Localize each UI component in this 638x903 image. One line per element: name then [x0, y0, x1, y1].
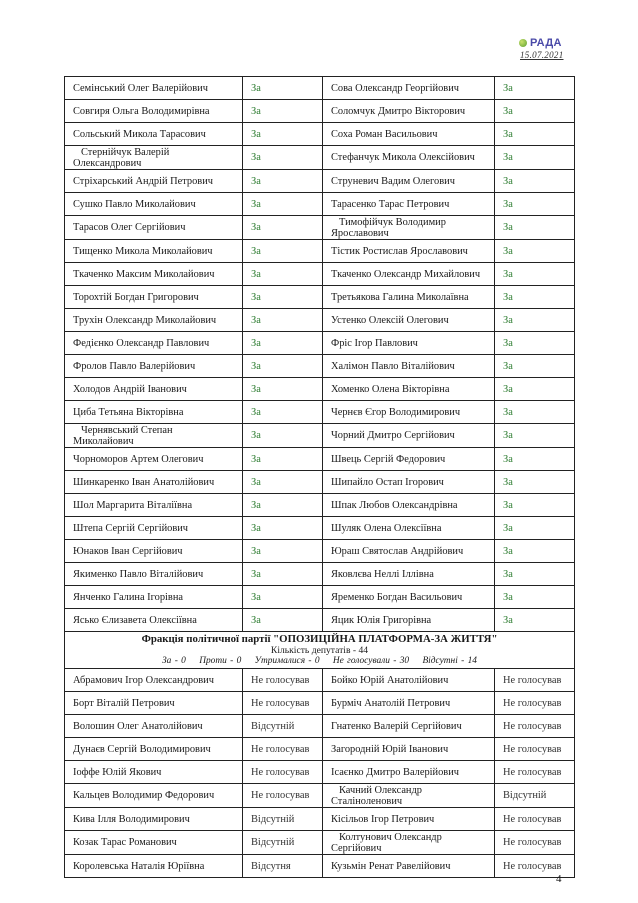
- deputy-name-line1: Чернявський Степан: [81, 424, 173, 436]
- vote-result: За: [495, 123, 575, 146]
- deputy-name: Янченко Галина Ігорівна: [65, 586, 243, 609]
- vote-result: За: [243, 586, 323, 609]
- vote-result: За: [495, 448, 575, 471]
- table-row: [65, 193, 575, 216]
- deputy-name: Федієнко Олександр Павлович: [65, 332, 243, 355]
- deputy-name-line2: Миколайович: [73, 435, 134, 447]
- vote-result: За: [495, 563, 575, 586]
- table-row: [65, 401, 575, 424]
- deputy-name: Яковлєва Неллі Іллівна: [323, 563, 495, 586]
- vote-result: Не голосував: [495, 669, 575, 692]
- deputy-name: Кузьмін Ренат Равелійович: [323, 855, 495, 878]
- votes-table-top: [65, 77, 575, 632]
- deputy-name: Струневич Вадим Олегович: [323, 170, 495, 193]
- faction-header-row: [65, 632, 575, 669]
- vote-result: Не голосував: [495, 831, 575, 855]
- vote-result: За: [243, 77, 323, 100]
- table-row: [65, 761, 575, 784]
- deputy-name: Гнатенко Валерій Сергійович: [323, 715, 495, 738]
- vote-result: Не голосував: [495, 808, 575, 831]
- votes-table: [64, 76, 575, 878]
- table-row: [65, 263, 575, 286]
- table-row: [65, 146, 575, 170]
- deputy-name: Шинкаренко Іван Анатолійович: [65, 471, 243, 494]
- deputy-name: Бойко Юрій Анатолійович: [323, 669, 495, 692]
- deputy-name: Устенко Олексій Олегович: [323, 309, 495, 332]
- vote-result: Відсутній: [243, 808, 323, 831]
- deputy-name: Загородній Юрій Іванович: [323, 738, 495, 761]
- votes-table-bottom: [65, 669, 575, 878]
- deputy-name: Ткаченко Максим Миколайович: [65, 263, 243, 286]
- table-row: [65, 540, 575, 563]
- vote-result: За: [243, 540, 323, 563]
- table-row: [65, 471, 575, 494]
- rada-logo: [519, 37, 562, 49]
- faction-title: Фракція політичної партії "ОПОЗИЦІЙНА ПЛАТФОРМА-ЗА ЖИТТЯ": [141, 633, 498, 645]
- table-row: [65, 855, 575, 878]
- deputy-name: Бурміч Анатолій Петрович: [323, 692, 495, 715]
- deputy-name: Борт Віталій Петрович: [65, 692, 243, 715]
- vote-result: За: [495, 378, 575, 401]
- vote-result: За: [495, 309, 575, 332]
- deputy-name: Шпак Любов Олександрівна: [323, 494, 495, 517]
- vote-result: За: [243, 563, 323, 586]
- table-row: [65, 378, 575, 401]
- vote-result: Не голосував: [243, 784, 323, 808]
- deputy-name: Стріхарський Андрій Петрович: [65, 170, 243, 193]
- deputy-name: [323, 784, 495, 808]
- vote-result: За: [495, 540, 575, 563]
- deputy-name: Сушко Павло Миколайович: [65, 193, 243, 216]
- faction-header: [65, 632, 575, 669]
- deputy-name: Семінський Олег Валерійович: [65, 77, 243, 100]
- vote-result: За: [243, 448, 323, 471]
- vote-result: За: [495, 216, 575, 240]
- stat-against: Проти - 0: [199, 656, 242, 666]
- vote-result: За: [495, 609, 575, 632]
- deputy-name: Ісаєнко Дмитро Валерійович: [323, 761, 495, 784]
- table-row: [65, 216, 575, 240]
- deputy-name: Циба Тетьяна Вікторівна: [65, 401, 243, 424]
- deputy-name: Юраш Святослав Андрійович: [323, 540, 495, 563]
- deputy-name: Хоменко Олена Вікторівна: [323, 378, 495, 401]
- deputy-name: Тістик Ростислав Ярославович: [323, 240, 495, 263]
- vote-result: За: [495, 424, 575, 448]
- vote-result: За: [243, 309, 323, 332]
- deputy-name: [65, 424, 243, 448]
- table-row: [65, 448, 575, 471]
- vote-result: За: [495, 170, 575, 193]
- logo-dot-icon: [519, 39, 527, 47]
- vote-result: За: [243, 123, 323, 146]
- table-row: [65, 332, 575, 355]
- deputy-name: Чорний Дмитро Сергійович: [323, 424, 495, 448]
- vote-result: За: [243, 193, 323, 216]
- vote-result: Відсутній: [495, 784, 575, 808]
- faction-deputy-count: Кількість депутатів - 44: [270, 645, 369, 656]
- table-row: [65, 784, 575, 808]
- vote-result: За: [495, 586, 575, 609]
- table-row: [65, 424, 575, 448]
- deputy-name-line2: Сталіноленович: [331, 795, 403, 807]
- deputy-name: Стефанчук Микола Олексійович: [323, 146, 495, 170]
- deputy-name: Сова Олександр Георгійович: [323, 77, 495, 100]
- deputy-name: Ясько Єлизавета Олексіївна: [65, 609, 243, 632]
- deputy-name: Швець Сергій Федорович: [323, 448, 495, 471]
- deputy-name: [323, 831, 495, 855]
- table-row: [65, 77, 575, 100]
- table-row: [65, 286, 575, 309]
- faction-stats: [65, 656, 574, 667]
- table-row: [65, 355, 575, 378]
- table-row: [65, 692, 575, 715]
- vote-result: За: [243, 378, 323, 401]
- vote-result: Не голосував: [495, 715, 575, 738]
- vote-result: За: [243, 240, 323, 263]
- table-row: [65, 609, 575, 632]
- deputy-name: Якименко Павло Віталійович: [65, 563, 243, 586]
- deputy-name: Тарасенко Тарас Петрович: [323, 193, 495, 216]
- deputy-name: Іоффе Юлій Якович: [65, 761, 243, 784]
- vote-result: Не голосував: [495, 738, 575, 761]
- vote-result: За: [243, 424, 323, 448]
- logo-text: РАДА: [530, 37, 562, 49]
- vote-result: Не голосував: [495, 855, 575, 878]
- deputy-name: Тищенко Микола Миколайович: [65, 240, 243, 263]
- vote-result: За: [243, 216, 323, 240]
- vote-result: Відсутній: [243, 831, 323, 855]
- vote-result: За: [243, 263, 323, 286]
- deputy-name-line2: Олександрович: [73, 157, 142, 169]
- deputy-name-line1: Колтунович Олександр: [339, 831, 442, 843]
- table-row: [65, 586, 575, 609]
- table-row: [65, 240, 575, 263]
- vote-result: За: [495, 77, 575, 100]
- deputy-name: Волошин Олег Анатолійович: [65, 715, 243, 738]
- deputy-name: Соха Роман Васильович: [323, 123, 495, 146]
- deputy-name: Тарасов Олег Сергійович: [65, 216, 243, 240]
- table-row: [65, 669, 575, 692]
- deputy-name: Соломчук Дмитро Вікторович: [323, 100, 495, 123]
- deputy-name-line1: Тимофійчук Володимир: [339, 216, 446, 228]
- vote-result: За: [243, 471, 323, 494]
- table-row: [65, 123, 575, 146]
- vote-result: Не голосував: [243, 692, 323, 715]
- deputy-name: Шуляк Олена Олексіївна: [323, 517, 495, 540]
- deputy-name: Трухін Олександр Миколайович: [65, 309, 243, 332]
- deputy-name-line2: Сергійович: [331, 842, 382, 854]
- table-row: [65, 309, 575, 332]
- deputy-name: Яцик Юлія Григорівна: [323, 609, 495, 632]
- vote-result: За: [495, 286, 575, 309]
- deputy-name: [323, 216, 495, 240]
- vote-result: За: [243, 517, 323, 540]
- deputy-name: [65, 146, 243, 170]
- vote-result: За: [495, 332, 575, 355]
- vote-result: За: [243, 494, 323, 517]
- stat-abstained: Утрималися - 0: [254, 656, 320, 666]
- deputy-name: Холодов Андрій Іванович: [65, 378, 243, 401]
- deputy-name: Дунаєв Сергій Володимирович: [65, 738, 243, 761]
- table-row: [65, 738, 575, 761]
- vote-result: Відсутня: [243, 855, 323, 878]
- vote-result: За: [495, 401, 575, 424]
- vote-result: Не голосував: [243, 669, 323, 692]
- deputy-name: Совгиря Ольга Володимирівна: [65, 100, 243, 123]
- deputy-name: Фріс Ігор Павлович: [323, 332, 495, 355]
- vote-result: За: [243, 401, 323, 424]
- stat-not-voted: Не голосували - 30: [332, 656, 410, 666]
- table-row: [65, 563, 575, 586]
- deputy-name: Третьякова Галина Миколаївна: [323, 286, 495, 309]
- deputy-name: Чернєв Єгор Володимирович: [323, 401, 495, 424]
- vote-result: За: [495, 100, 575, 123]
- table-row: [65, 715, 575, 738]
- vote-result: Не голосував: [495, 692, 575, 715]
- vote-result: Не голосував: [243, 738, 323, 761]
- vote-result: За: [495, 517, 575, 540]
- vote-result: За: [243, 609, 323, 632]
- stat-yes: За - 0: [162, 656, 186, 666]
- vote-result: За: [495, 263, 575, 286]
- deputy-name: Сольський Микола Тарасович: [65, 123, 243, 146]
- vote-result: За: [243, 170, 323, 193]
- table-row: [65, 808, 575, 831]
- deputy-name: Яременко Богдан Васильович: [323, 586, 495, 609]
- deputy-name: Шол Маргарита Віталіївна: [65, 494, 243, 517]
- deputy-name: Фролов Павло Валерійович: [65, 355, 243, 378]
- vote-result: За: [243, 332, 323, 355]
- deputy-name: Козак Тарас Романович: [65, 831, 243, 855]
- deputy-name: Кісільов Ігор Петрович: [323, 808, 495, 831]
- vote-result: За: [243, 355, 323, 378]
- table-row: [65, 100, 575, 123]
- deputy-name-line2: Ярославович: [331, 227, 389, 239]
- deputy-name-line1: Стернійчук Валерій: [81, 146, 170, 158]
- deputy-name: Торохтій Богдан Григорович: [65, 286, 243, 309]
- vote-result: За: [243, 146, 323, 170]
- page-number: 4: [556, 873, 562, 885]
- deputy-name-line1: Качний Олександр: [339, 784, 422, 796]
- vote-result: За: [495, 146, 575, 170]
- deputy-name: Чорноморов Артем Олегович: [65, 448, 243, 471]
- deputy-name: Шипайло Остап Ігорович: [323, 471, 495, 494]
- deputy-name: Кива Ілля Володимирович: [65, 808, 243, 831]
- deputy-name: Юнаков Іван Сергійович: [65, 540, 243, 563]
- vote-result: За: [495, 240, 575, 263]
- deputy-name: Халімон Павло Віталійович: [323, 355, 495, 378]
- vote-result: За: [495, 494, 575, 517]
- table-row: [65, 494, 575, 517]
- document-date: 15.07.2021: [520, 50, 564, 60]
- deputy-name: Ткаченко Олександр Михайлович: [323, 263, 495, 286]
- table-row: [65, 831, 575, 855]
- vote-result: За: [495, 355, 575, 378]
- table-row: [65, 517, 575, 540]
- vote-result: За: [495, 471, 575, 494]
- vote-result: За: [495, 193, 575, 216]
- vote-result: Відсутній: [243, 715, 323, 738]
- stat-absent: Відсутні - 14: [422, 656, 477, 666]
- faction-header-cell: [65, 632, 575, 669]
- vote-result: Не голосував: [243, 761, 323, 784]
- deputy-name: Кальцев Володимир Федорович: [65, 784, 243, 808]
- deputy-name: Абрамович Ігор Олександрович: [65, 669, 243, 692]
- vote-result: За: [243, 100, 323, 123]
- deputy-name: Королевська Наталія Юріївна: [65, 855, 243, 878]
- deputy-name: Штепа Сергій Сергійович: [65, 517, 243, 540]
- vote-result: За: [243, 286, 323, 309]
- vote-result: Не голосував: [495, 761, 575, 784]
- table-row: [65, 170, 575, 193]
